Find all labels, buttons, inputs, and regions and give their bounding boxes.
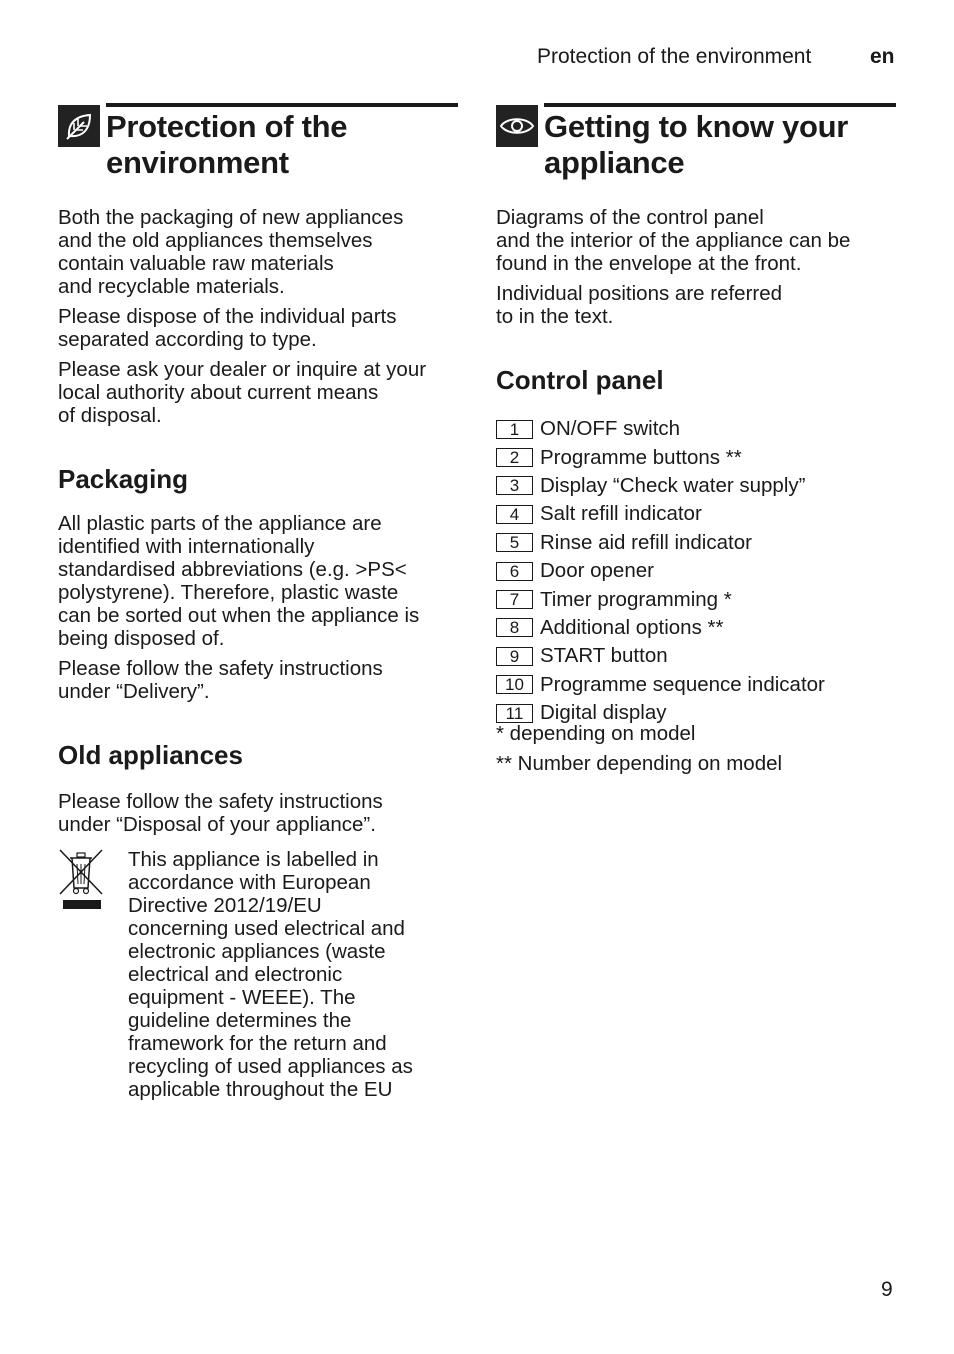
page-title-getting-to-know: Getting to know your appliance [544,109,848,180]
heading-rule [106,103,458,107]
language-code: en [870,45,895,68]
page-number: 9 [881,1278,893,1301]
left-column [58,103,458,1108]
intro-paragraph: Please ask your dealer or inquire at your local authority about current means of disposal. [58,358,427,427]
footnote-number: ** Number depending on model [496,752,783,776]
packaging-paragraph: All plastic parts of the appliance are identified with internationally standardised abbreviations (e.g. >PS< polystyrene). Therefore, plastic waste can be sorted out when the appliance is being disposed of. [58,512,420,650]
old-appliances-paragraph: Please follow the safety instructions under “Disposal of your appliance”. [58,790,383,836]
item-label: Salt refill indicator [540,502,702,526]
item-label: Timer programming * [540,587,732,611]
item-label: Programme buttons ** [540,445,742,469]
list-item [496,642,896,670]
crossed-out-wheelie-bin-icon [58,848,104,912]
position-number: 11 [496,704,533,723]
heading-old-appliances: Old appliances [58,740,243,770]
list-item [496,529,896,557]
intro-paragraph: Diagrams of the control panel and the interior of the appliance can be found in the envelope at the front. [496,206,851,275]
footnote-model: * depending on model [496,722,696,746]
item-label: Programme sequence indicator [540,672,825,696]
list-item [496,671,896,699]
list-item [496,472,896,500]
position-number: 8 [496,618,533,637]
intro-paragraph: Please dispose of the individual parts separated according to type. [58,305,397,351]
right-column [496,103,896,775]
item-label: Display “Check water supply” [540,473,806,497]
position-number: 10 [496,675,533,694]
intro-paragraph: Both the packaging of new appliances and the old appliances themselves contain valuable raw materials and recyclable materials. [58,206,404,298]
list-item [496,443,896,471]
position-number: 6 [496,562,533,581]
running-header-title: Protection of the environment [537,45,812,68]
position-number: 3 [496,476,533,495]
intro-paragraph: Individual positions are referred to in the text. [496,282,783,328]
heading-packaging: Packaging [58,464,189,494]
weee-text: This appliance is labelled in accordance with European Directive 2012/19/EU concerning used electrical and electronic appliances (waste electrical and electronic equipment - WEEE). The guideline determines the framework for the return and recycling of used appliances as applicable throughout the EU [128,848,413,1101]
position-number: 9 [496,647,533,666]
position-number: 4 [496,505,533,524]
page-title-protection: Protection of the environment [106,109,348,180]
list-item [496,415,896,443]
leaf-icon [58,105,100,147]
item-label: Rinse aid refill indicator [540,530,752,554]
packaging-paragraph: Please follow the safety instructions under “Delivery”. [58,657,383,703]
list-item [496,585,896,613]
position-number: 1 [496,420,533,439]
eye-icon [496,105,538,147]
list-item [496,500,896,528]
weee-notice [58,848,458,1101]
section-header-getting-to-know [496,103,896,206]
list-item [496,614,896,642]
control-panel-list [496,415,896,727]
item-label: START button [540,644,668,668]
section-header-protection [58,103,458,206]
position-number: 2 [496,448,533,467]
item-label: Door opener [540,559,654,583]
heading-rule [544,103,896,107]
position-number: 7 [496,590,533,609]
heading-control-panel: Control panel [496,365,664,395]
list-item [496,557,896,585]
position-number: 5 [496,533,533,552]
item-label: Additional options ** [540,615,724,639]
item-label: Digital display [540,701,667,725]
item-label: ON/OFF switch [540,417,681,441]
